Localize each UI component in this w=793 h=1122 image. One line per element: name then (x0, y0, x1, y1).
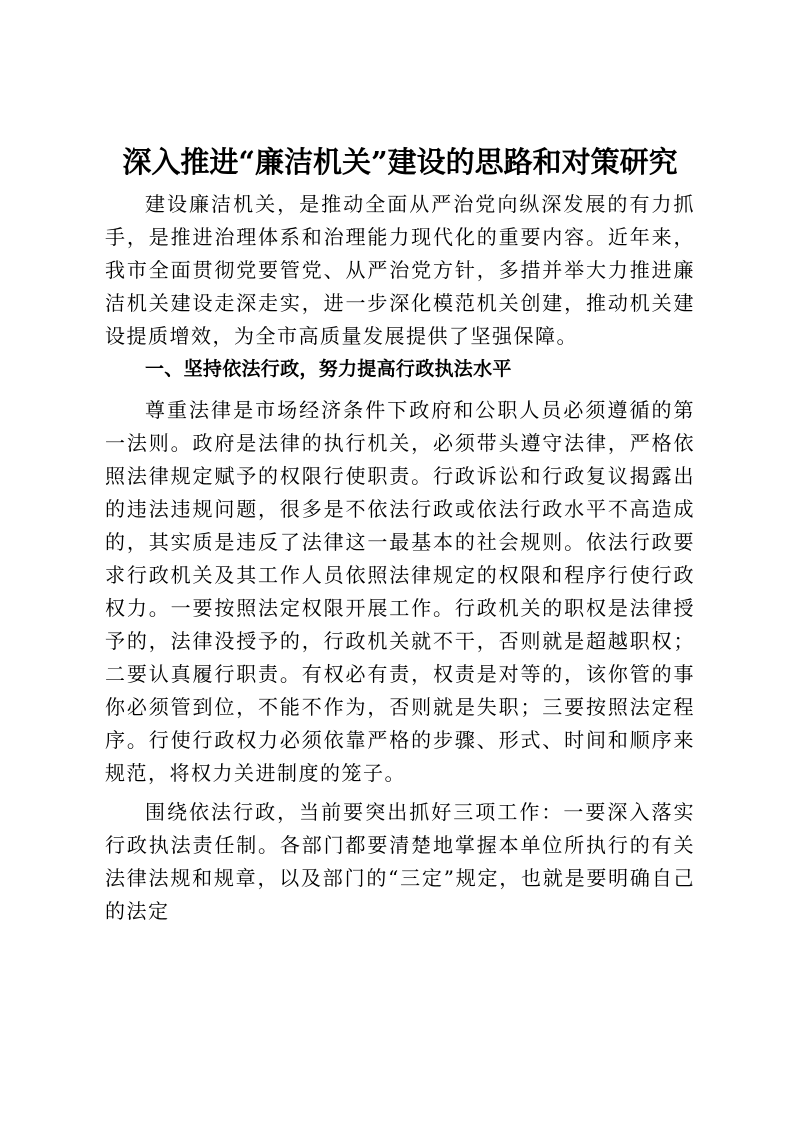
intro-paragraph: 建设廉洁机关，是推动全面从严治党向纵深发展的有力抓手，是推进治理体系和治理能力现代化的重要内容。近年来，我市全面贯彻党要管党、从严治党方针，多措并举大力推进廉洁机关建设走深走实，进一步深化模范机关创建，推动机关建设提质增效，为全市高质量发展提供了坚强保障。 (105, 192, 695, 348)
document-body (105, 140, 695, 928)
body-paragraph: 围绕依法行政，当前要突出抓好三项工作：一要深入落实行政执法责任制。各部门都要清楚地掌握本单位所执行的有关法律法规和规章，以及部门的“三定”规定，也就是要明确自己的法定 (105, 800, 695, 923)
document-title: 深入推进“廉洁机关”建设的思路和对策研究 (122, 145, 678, 179)
body-paragraph: 尊重法律是市场经济条件下政府和公职人员必须遵循的第一法则。政府是法律的执行机关，必须带头遵守法律，严格依照法律规定赋予的权限行使职责。行政诉讼和行政复议揭露出的违法违规问题，很多是不依法行政或依法行政水平不高造成的，其实质是违反了法律这一最基本的社会规则。依法行政要求行政机关及其工作人员依照法律规定的权限和程序行使行政权力。一要按照法定权限开展工作。行政机关的职权是法律授予的，法律没授予的，行政机关就不干，否则就是超越职权；二要认真履行职责。有权必有责，权责是对等的，该你管的事你必须管到位，不能不作为，否则就是失职；三要按照法定程序。行使行政权力必须依靠严格的步骤、形式、时间和顺序来规范，将权力关进制度的笼子。 (105, 398, 695, 785)
section-heading: 一、坚持依法行政，努力提高行政执法水平 (145, 358, 512, 380)
